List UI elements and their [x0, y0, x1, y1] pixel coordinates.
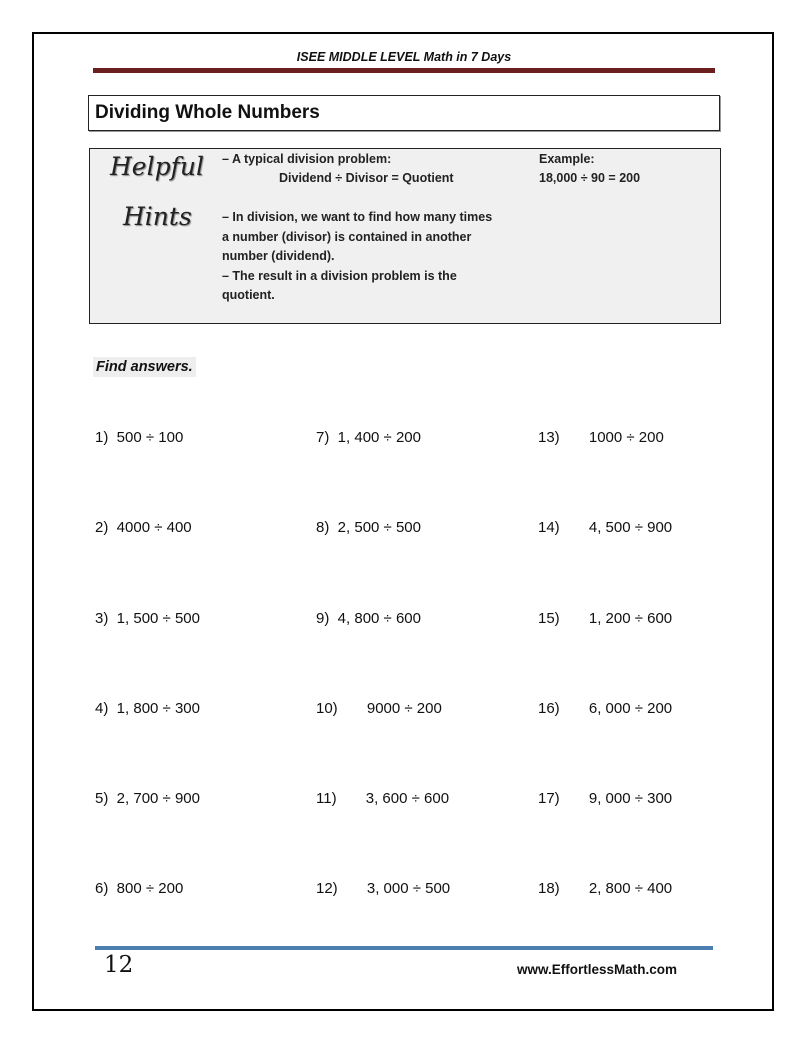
hint-paragraph: [222, 208, 492, 306]
problem-item: 8) 2, 500 ÷ 500: [316, 519, 421, 536]
problem-item: 1) 500 ÷ 100: [95, 429, 184, 446]
hint-line-formula: Dividend ÷ Divisor = Quotient: [279, 171, 454, 185]
problem-item: 15) 1, 200 ÷ 600: [538, 610, 673, 627]
instructions-label: Find answers.: [93, 357, 196, 377]
section-title-box: [88, 95, 720, 131]
problem-item: 2) 4000 ÷ 400: [95, 519, 192, 536]
problem-item: 18) 2, 800 ÷ 400: [538, 880, 673, 897]
problem-item: 5) 2, 700 ÷ 900: [95, 790, 200, 807]
problem-item: 9) 4, 800 ÷ 600: [316, 610, 421, 627]
section-title: Dividing Whole Numbers: [95, 102, 320, 123]
problem-item: 10) 9000 ÷ 200: [316, 700, 442, 717]
hint-line-typical-problem: – A typical division problem:: [222, 152, 392, 166]
hint-paragraph-line: – The result in a division problem is the: [222, 268, 457, 283]
hint-paragraph-line: a number (divisor) is contained in another: [222, 229, 472, 244]
example-value: 18,000 ÷ 90 = 200: [539, 171, 641, 185]
problem-item: 17) 9, 000 ÷ 300: [538, 790, 673, 807]
helpful-hints-box: [89, 148, 721, 324]
problem-item: 13) 1000 ÷ 200: [538, 429, 664, 446]
example-label: Example:: [539, 152, 595, 166]
helpful-hints-title-word2: Hints: [123, 202, 192, 231]
problem-item: 4) 1, 800 ÷ 300: [95, 700, 200, 717]
footer-rule: [95, 946, 713, 950]
helpful-hints-title-word1: Helpful: [110, 152, 204, 181]
hint-paragraph-line: number (dividend).: [222, 249, 335, 263]
problem-item: 16) 6, 000 ÷ 200: [538, 700, 673, 717]
problem-item: 7) 1, 400 ÷ 200: [316, 429, 421, 446]
website-link[interactable]: www.EffortlessMath.com: [517, 962, 678, 977]
hint-paragraph-line: quotient.: [222, 288, 275, 302]
problem-item: 11) 3, 600 ÷ 600: [316, 790, 450, 807]
problem-item: 6) 800 ÷ 200: [95, 880, 184, 897]
page-number: 12: [104, 952, 134, 978]
problem-item: 3) 1, 500 ÷ 500: [95, 610, 200, 627]
problem-item: 12) 3, 000 ÷ 500: [316, 880, 451, 897]
problem-item: 14) 4, 500 ÷ 900: [538, 519, 673, 536]
hint-paragraph-line: – In division, we want to find how many times: [222, 210, 493, 224]
book-title: ISEE MIDDLE LEVEL Math in 7 Days: [296, 50, 512, 64]
header-rule: [93, 68, 715, 73]
